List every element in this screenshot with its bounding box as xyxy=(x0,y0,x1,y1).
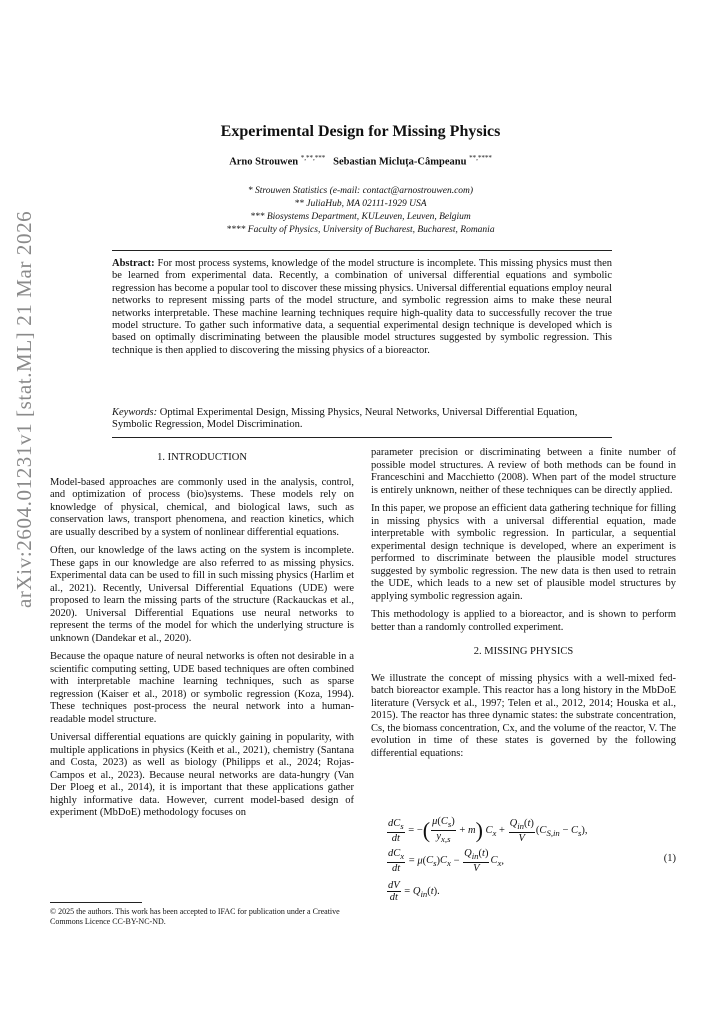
author-list xyxy=(0,154,721,168)
paragraph: Universal differential equations are quickly gaining in popularity, with multiple applications in physics (Keith et al., 2021), chemistry (Santana and Costa, 2023) as well as biology (Philipps et al., 2024; Rojas-Campos et al., 2023). Because neural networks are data-hungry (Van Der Ploeg et al., 2014), it is important that these applications gather highly informative data. However, current model-based design of experiment (MbDoE) methodology focuses on xyxy=(50,732,354,818)
author-name: Arno Strouwen xyxy=(229,156,299,168)
affiliation: ** JuliaHub, MA 02111-1929 USA xyxy=(294,199,427,209)
author-marks: *,**,*** xyxy=(300,154,326,162)
right-column xyxy=(371,447,676,766)
paragraph: Often, our knowledge of the laws acting on the system is incomplete. These gaps in our knowledge are also referred to as missing physics. Experimental data can be used to fill in such missing physics (Harlim et al., 2021). Recently, Universal Differential Equations (UDE) were proposed to learn the missing parts of the structure (Rackauckas et al., 2020). Universal Differential Equations use neural networks to represent the terms of the model for which the underlying structure is unknown (Dandekar et al., 2020). xyxy=(50,545,354,644)
equation-line-substrate: $\frac{dC_s}{dt}$ = −( $\frac{\mu(C_s)}{y_{x,s}}$ + m) $C_x$ + $\frac{Q_{in}(t)}{V}$ $(C_{S,in} - C_s)$, xyxy=(388,816,588,845)
abstract-rule-bottom xyxy=(112,437,612,438)
abstract-label: Abstract: xyxy=(112,258,155,269)
author-marks: **,**** xyxy=(469,154,492,162)
keywords-label: Keywords: xyxy=(112,407,158,418)
equation-line-volume: $\frac{dV}{dt}$ = $Q_{in}(t)$. xyxy=(388,880,440,903)
affiliation: *** Biosystems Department, KULeuven, Leuven, Belgium xyxy=(250,212,471,222)
abstract xyxy=(112,258,612,357)
author-name: Sebastian Micluța-Câmpeanu xyxy=(333,156,467,168)
keywords-text: Optimal Experimental Design, Missing Physics, Neural Networks, Universal Differential Equation, Symbolic Regression, Model Discrimination. xyxy=(112,407,578,431)
footnote-rule xyxy=(50,902,142,903)
abstract-text: For most process systems, knowledge of the model structure is incomplete. This missing physics must then be learned from experimental data. Recently, a combination of universal differential equations and symbolic regression has become a popular tool to discover these missing physics. Universal differential equations employ neural networks to represent missing parts of the model structure, and symbolic regression aims to make these neural networks interpretable. These machine learning techniques require high-quality data to successfully recover the true model structure. To gather such informative data, a sequential experimental design technique is developed which is based on optimally discriminating between the plausible model structures suggested by symbolic regression. This technique is then applied to discovering the missing physics of a bioreactor. xyxy=(112,258,612,356)
paper-title: Experimental Design for Missing Physics xyxy=(220,123,501,140)
section-heading: 2. MISSING PHYSICS xyxy=(473,646,574,657)
equation-number: (1) xyxy=(663,853,676,864)
paragraph: Model-based approaches are commonly used in the analysis, control, and optimization of process (bio)systems. These models rely on knowledge of physical, chemical, and biological laws, such as conservation laws, transport phenomena, and reaction kinetics, which are usually described by a system of nonlinear differential equations. xyxy=(50,476,354,538)
paragraph: This methodology is applied to a bioreactor, and is shown to perform better than a randomly controlled experiment. xyxy=(371,609,676,633)
affiliation: * Strouwen Statistics (e-mail: contact@arnostrouwen.com) xyxy=(247,186,474,196)
section-heading: 1. INTRODUCTION xyxy=(157,452,247,463)
arxiv-identifier: arXiv:2604.01231v1 [stat.ML] 21 Mar 2026 xyxy=(12,210,36,608)
affiliation: **** Faculty of Physics, University of Bucharest, Bucharest, Romania xyxy=(226,225,495,235)
paragraph: We illustrate the concept of missing physics with a well-mixed fed-batch bioreactor example. This reactor has a long history in the MbDoE literature (Versyck et al., 1997; Telen et al., 2012, 2014; Houska et al., 2015). The reactor has three dynamic states: the substrate concentration, Cs, the biomass concentration, Cx, and the volume of the reactor, V. The evolution in time of these states is governed by the following differential equations: xyxy=(371,672,676,759)
abstract-rule-top xyxy=(112,250,612,251)
paragraph: Because the opaque nature of neural networks is often not desirable in a scientific computing setting, UDE based techniques are often combined with interpretable machine learning techniques, such as sparse regression (Kaiser et al., 2018) or symbolic regression (Koza, 1994). These techniques post-process the neural network into a human-readable model structure. xyxy=(50,651,354,725)
left-column xyxy=(50,452,354,826)
equation-line-biomass: $\frac{dC_x}{dt}$ = $\mu(C_s)C_x$ − $\frac{Q_{in}(t)}{V}$ $C_x$, xyxy=(388,848,504,875)
copyright-footnote: © 2025 the authors. This work has been accepted to IFAC for publication under a Creative Commons Licence CC-BY-NC-ND. xyxy=(50,907,340,926)
paragraph: In this paper, we propose an efficient data gathering technique for filling in missing physics with a universal differential equation, made interpretable with symbolic regression. In particular, a sequential experimental design technique is developed, where an experiment is performed to discriminate between the plausible model structures suggested by symbolic regression. The new data is then used to retrain the UDE, which leads to a new set of plausible model structures by applying symbolic regression again. xyxy=(371,503,676,602)
paragraph: parameter precision or discriminating between a finite number of possible model structures. A review of both methods can be found in Franceschini and Macchietto (2008). When part of the model structure is entirely unknown, neither of these techniques can be directly applied. xyxy=(371,447,676,496)
keywords xyxy=(112,407,612,432)
